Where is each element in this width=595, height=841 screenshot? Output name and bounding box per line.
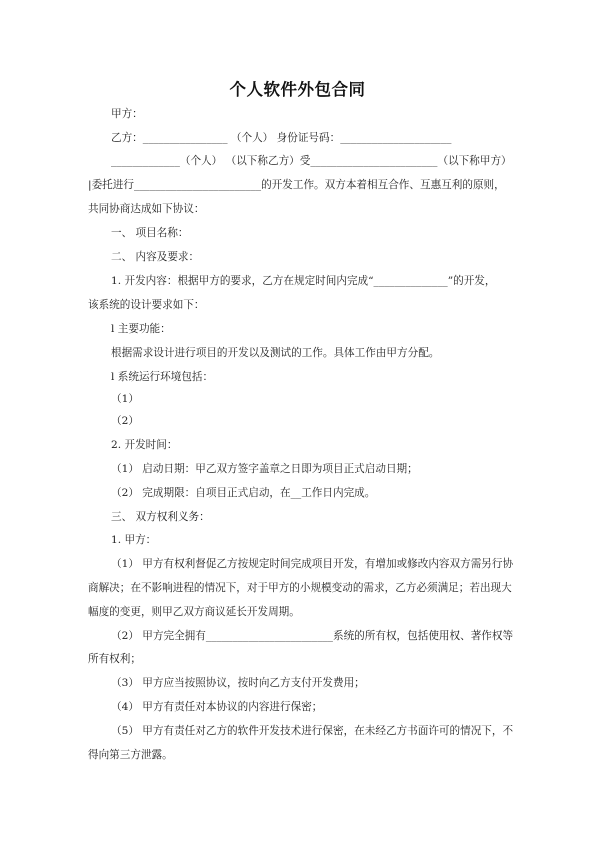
party-a-right-2-line-1: （2） 甲方完全拥有________________________系统的所有权，包括使用权、著作权等 (111, 630, 514, 642)
dev-time-heading: 2. 开发时间： (111, 439, 178, 451)
party-a-right-4: （4） 甲方有责任对本协议的内容进行保密； (111, 701, 323, 713)
party-a-right-5-line-1: （5） 甲方有责任对乙方的软件开发技术进行保密，在未经乙方书面许可的情况下，不 (111, 725, 514, 737)
section-3-heading: 三、 双方权利义务： (111, 511, 210, 523)
entrust-line: |委托进行________________________的开发工作。双方本着相互合作、互惠互利的原则， (88, 179, 505, 191)
party-b-continuation-line: _____________（个人） （以下称乙方）受________________________（以下称甲方） (111, 155, 512, 167)
runtime-env-bullet: l 系统运行环境包括： (111, 371, 214, 383)
document-title: 个人软件外包合同 (229, 80, 366, 99)
section-1-heading: 一、 项目名称： (111, 227, 189, 239)
env-item-1: （1） (111, 393, 139, 405)
main-features-bullet: l 主要功能： (111, 323, 171, 335)
start-date-line: （1） 启动日期：甲乙双方签字盖章之日即为项目正式启动日期； (111, 463, 418, 475)
party-a-subheading: 1. 甲方： (111, 534, 157, 546)
party-a-right-3: （3） 甲方应当按照协议，按时向乙方支付开发费用； (111, 677, 365, 689)
party-a-right-1-line-3: 幅度的变更，则甲乙双方商议延长开发周期。 (88, 606, 300, 618)
dev-content-line: 1. 开发内容：根据甲方的要求，乙方在规定时间内完成“______________”的开发， (111, 275, 496, 287)
deadline-line: （2） 完成期限：自项目正式启动，在__工作日内完成。 (111, 487, 376, 499)
agreement-intro-line: 共同协商达成如下协议： (88, 203, 205, 215)
party-a-right-2-line-2: 所有权利； (88, 653, 141, 665)
party-a-right-5-line-2: 得向第三方泄露。 (88, 749, 173, 761)
party-a-right-1-line-2: 商解决；在不影响进程的情况下，对于甲方的小规模变动的需求，乙方必须满足；若出现大 (88, 582, 512, 594)
party-b-line: 乙方：________________ （个人） 身份证号码：_____________________ (111, 132, 452, 144)
env-item-2: （2） (111, 415, 139, 427)
main-features-desc: 根据需求设计进行项目的开发以及测试的工作。具体工作由甲方分配。 (111, 347, 440, 359)
section-2-heading: 二、 内容及要求： (111, 251, 200, 263)
party-a-right-1-line-1: （1） 甲方有权利督促乙方按规定时间完成项目开发，有增加或修改内容双方需另行协 (111, 558, 514, 570)
party-a-line: 甲方： (111, 108, 143, 120)
design-requirements-line: 该系统的设计要求如下： (88, 299, 205, 311)
